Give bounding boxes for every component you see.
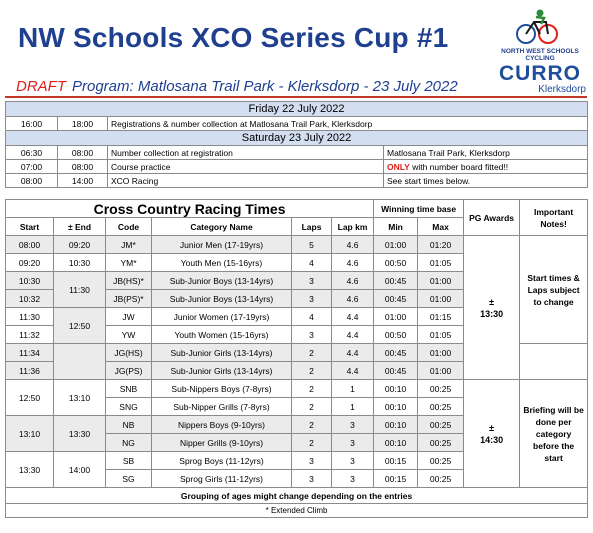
header-divider xyxy=(5,96,587,98)
max-cell: 00:25 xyxy=(418,416,464,434)
code-cell: SNB xyxy=(106,380,152,398)
code-cell: JB(HS)* xyxy=(106,272,152,290)
end-cell: 10:30 xyxy=(54,254,106,272)
lapkm-cell: 4.4 xyxy=(332,308,374,326)
sat-start: 06:30 xyxy=(6,146,58,160)
code-cell: YM* xyxy=(106,254,152,272)
max-cell: 01:00 xyxy=(418,272,464,290)
laps-cell: 4 xyxy=(292,254,332,272)
category-cell: Junior Women (17-19yrs) xyxy=(152,308,292,326)
laps-cell: 2 xyxy=(292,344,332,362)
extended-climb-footnote: * Extended Climb xyxy=(6,504,588,518)
min-cell: 00:10 xyxy=(374,416,418,434)
category-cell: Nipper Grills (9-10yrs) xyxy=(152,434,292,452)
code-cell: JM* xyxy=(106,236,152,254)
category-cell: Junior Men (17-19yrs) xyxy=(152,236,292,254)
max-cell: 00:25 xyxy=(418,434,464,452)
min-cell: 00:45 xyxy=(374,344,418,362)
pg-award-time xyxy=(464,380,520,488)
sat-note-emphasis: ONLY xyxy=(387,161,410,172)
page-title: NW Schools XCO Series Cup #1 xyxy=(18,22,449,53)
friday-desc: Registrations & number collection at Matlosana Trail Park, Klerksdorp xyxy=(108,117,588,131)
min-cell: 00:15 xyxy=(374,470,418,488)
important-notes-header: Important Notes! xyxy=(520,200,588,236)
category-cell: Sub-Junior Boys (13-14yrs) xyxy=(152,272,292,290)
racing-times-table xyxy=(5,199,588,518)
laps-cell: 2 xyxy=(292,380,332,398)
lapkm-cell: 3 xyxy=(332,452,374,470)
lapkm-cell: 4.6 xyxy=(332,236,374,254)
category-cell: Sub-Junior Boys (13-14yrs) xyxy=(152,290,292,308)
start-cell: 08:00 xyxy=(6,236,54,254)
winning-time-header: Winning time base xyxy=(374,200,464,218)
program-subtitle xyxy=(16,78,458,95)
pg-awards-header: PG Awards xyxy=(464,200,520,236)
start-cell: 11:36 xyxy=(6,362,54,380)
note-briefing: Briefing will be done per category before the start xyxy=(520,380,588,488)
start-cell: 11:34 xyxy=(6,344,54,362)
laps-cell: 3 xyxy=(292,272,332,290)
sat-desc: Course practice xyxy=(108,160,384,174)
friday-heading: Friday 22 July 2022 xyxy=(6,102,588,117)
laps-cell: 4 xyxy=(292,308,332,326)
code-cell: JB(PS)* xyxy=(106,290,152,308)
col-header: Lap km xyxy=(332,218,374,236)
cyclist-logo-icon xyxy=(514,6,560,46)
lapkm-cell: 4.6 xyxy=(332,254,374,272)
category-cell: Sub-Nippers Boys (7-8yrs) xyxy=(152,380,292,398)
sat-end: 08:00 xyxy=(58,160,108,174)
laps-cell: 2 xyxy=(292,362,332,380)
end-cell: 14:00 xyxy=(54,452,106,488)
end-cell: 09:20 xyxy=(54,236,106,254)
laps-cell: 2 xyxy=(292,398,332,416)
code-cell: SNG xyxy=(106,398,152,416)
max-cell: 01:20 xyxy=(418,236,464,254)
laps-cell: 2 xyxy=(292,434,332,452)
max-cell: 01:00 xyxy=(418,362,464,380)
end-cell: 13:30 xyxy=(54,416,106,452)
lapkm-cell: 3 xyxy=(332,470,374,488)
min-cell: 01:00 xyxy=(374,308,418,326)
sat-end: 14:00 xyxy=(58,174,108,188)
max-cell: 01:05 xyxy=(418,254,464,272)
pg-time: 14:30 xyxy=(480,434,504,445)
max-cell: 00:25 xyxy=(418,380,464,398)
min-cell: 00:10 xyxy=(374,380,418,398)
max-cell: 01:05 xyxy=(418,326,464,344)
start-cell: 11:32 xyxy=(6,326,54,344)
category-cell: Youth Women (15-16yrs) xyxy=(152,326,292,344)
end-cell: 12:50 xyxy=(54,308,106,344)
pg-time: 13:30 xyxy=(480,308,504,319)
min-cell: 01:00 xyxy=(374,236,418,254)
lapkm-cell: 3 xyxy=(332,416,374,434)
code-cell: SB xyxy=(106,452,152,470)
category-cell: Sub-Junior Girls (13-14yrs) xyxy=(152,362,292,380)
racing-section-title: Cross Country Racing Times xyxy=(6,200,374,218)
max-cell: 01:00 xyxy=(418,344,464,362)
laps-cell: 3 xyxy=(292,290,332,308)
pg-award-time xyxy=(464,236,520,380)
laps-cell: 3 xyxy=(292,470,332,488)
lapkm-cell: 4.6 xyxy=(332,290,374,308)
code-cell: YW xyxy=(106,326,152,344)
lapkm-cell: 4.4 xyxy=(332,362,374,380)
category-cell: Sprog Boys (11-12yrs) xyxy=(152,452,292,470)
category-cell: Youth Men (15-16yrs) xyxy=(152,254,292,272)
lapkm-cell: 1 xyxy=(332,398,374,416)
code-cell: SG xyxy=(106,470,152,488)
category-cell: Sub-Nipper Grills (7-8yrs) xyxy=(152,398,292,416)
logo-town-text: Klerksdorp xyxy=(538,84,586,95)
start-cell: 09:20 xyxy=(6,254,54,272)
min-cell: 00:50 xyxy=(374,254,418,272)
notes-empty-cell xyxy=(520,344,588,380)
sat-start: 07:00 xyxy=(6,160,58,174)
end-cell: 13:10 xyxy=(54,380,106,416)
col-header: Start xyxy=(6,218,54,236)
code-cell: NB xyxy=(106,416,152,434)
sat-desc: Number collection at registration xyxy=(108,146,384,160)
table-row xyxy=(6,380,588,398)
max-cell: 00:25 xyxy=(418,452,464,470)
lapkm-cell: 3 xyxy=(332,434,374,452)
col-header: Category Name xyxy=(152,218,292,236)
laps-cell: 3 xyxy=(292,326,332,344)
col-header: Min xyxy=(374,218,418,236)
start-cell: 13:30 xyxy=(6,452,54,488)
category-cell: Sprog Girls (11-12yrs) xyxy=(152,470,292,488)
lapkm-cell: 4.6 xyxy=(332,272,374,290)
lapkm-cell: 4.4 xyxy=(332,344,374,362)
note-start-times: Start times & Laps subject to change xyxy=(520,236,588,344)
category-cell: Nippers Boys (9-10yrs) xyxy=(152,416,292,434)
min-cell: 00:45 xyxy=(374,272,418,290)
min-cell: 00:10 xyxy=(374,434,418,452)
min-cell: 00:50 xyxy=(374,326,418,344)
pg-approx: ± xyxy=(489,296,495,307)
start-cell: 11:30 xyxy=(6,308,54,326)
max-cell: 01:15 xyxy=(418,308,464,326)
laps-cell: 2 xyxy=(292,416,332,434)
end-cell: 11:30 xyxy=(54,272,106,308)
saturday-heading: Saturday 23 July 2022 xyxy=(6,131,588,146)
code-cell: JG(HS) xyxy=(106,344,152,362)
category-cell: Sub-Junior Girls (13-14yrs) xyxy=(152,344,292,362)
col-header: Laps xyxy=(292,218,332,236)
code-cell: NG xyxy=(106,434,152,452)
friday-start: 16:00 xyxy=(6,117,58,131)
min-cell: 00:45 xyxy=(374,290,418,308)
max-cell: 00:25 xyxy=(418,470,464,488)
sat-desc: XCO Racing xyxy=(108,174,384,188)
logo-brand-text: CURRO xyxy=(499,62,581,85)
sat-note xyxy=(384,160,588,174)
end-cell xyxy=(54,344,106,380)
sat-note: See start times below. xyxy=(384,174,588,188)
min-cell: 00:10 xyxy=(374,398,418,416)
code-cell: JW xyxy=(106,308,152,326)
start-cell: 13:10 xyxy=(6,416,54,452)
code-cell: JG(PS) xyxy=(106,362,152,380)
start-cell: 12:50 xyxy=(6,380,54,416)
sat-note-text: with number board fitted!! xyxy=(409,161,509,172)
lapkm-cell: 1 xyxy=(332,380,374,398)
col-header: ± End xyxy=(54,218,106,236)
sat-start: 08:00 xyxy=(6,174,58,188)
logo-org-text: NORTH WEST SCHOOLS CYCLING xyxy=(501,48,579,62)
max-cell: 00:25 xyxy=(418,398,464,416)
schedule-table xyxy=(5,101,588,188)
max-cell: 01:00 xyxy=(418,290,464,308)
min-cell: 00:15 xyxy=(374,452,418,470)
min-cell: 00:45 xyxy=(374,362,418,380)
sat-end: 08:00 xyxy=(58,146,108,160)
table-row xyxy=(6,236,588,254)
lapkm-cell: 4.4 xyxy=(332,326,374,344)
curro-logo xyxy=(490,4,590,96)
friday-end: 18:00 xyxy=(58,117,108,131)
col-header: Max xyxy=(418,218,464,236)
sat-note: Matlosana Trail Park, Klerksdorp xyxy=(384,146,588,160)
laps-cell: 5 xyxy=(292,236,332,254)
pg-approx: ± xyxy=(489,422,495,433)
start-cell: 10:32 xyxy=(6,290,54,308)
program-text: Program: Matlosana Trail Park - Klerksdorp - 23 July 2022 xyxy=(72,78,458,95)
col-header: Code xyxy=(106,218,152,236)
laps-cell: 3 xyxy=(292,452,332,470)
start-cell: 10:30 xyxy=(6,272,54,290)
age-grouping-note: Grouping of ages might change depending on the entries xyxy=(6,488,588,504)
draft-label: DRAFT xyxy=(16,78,66,95)
